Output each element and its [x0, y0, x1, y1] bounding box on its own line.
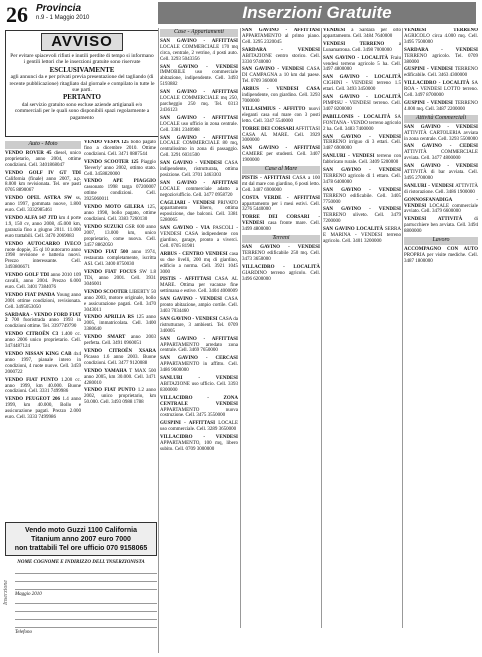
ad-text: T MAX 500 anno 2005, km 30.000. Cell. 3471 4280010: [84, 368, 156, 386]
ad-lead: SAN GAVINO - VENDESI: [242, 67, 304, 73]
ad-text: 1.400 cc. anno 2006 unico proprietario. Cell. 3474487124: [5, 332, 81, 350]
ad-lead: VENDO FIAT PUNTO: [84, 388, 136, 394]
classified-ad: [242, 127, 320, 145]
ad-lead: SAN GAVINO - LOCALITÀ: [323, 95, 401, 101]
classified-ad: [160, 201, 238, 225]
ad-text: terreno con fabbricato rurale. Cell. 3409 5200000: [323, 154, 401, 166]
classified-ad: [323, 28, 401, 40]
ads-column-6: [404, 28, 478, 628]
ad-lead: SAN GAVINO - LOCALITÀ: [323, 75, 401, 81]
classified-ad: [323, 42, 401, 54]
ad-lead: SAN GAVINO - VENDESI: [160, 297, 222, 303]
ad-lead: VENDESI TERRENO: [404, 28, 478, 33]
ad-lead: VENDESI TERRENO: [323, 41, 385, 47]
ad-text: ABITAZIONE uso ufficio. Cell. 3393 8300000: [160, 381, 238, 393]
issue-info: n.9 - 1 Maggio 2010: [36, 15, 90, 21]
category-heading: Case al Mare: [242, 166, 320, 174]
ad-text: LOCALE uso commerciale. Cell. 3289 3650000: [160, 421, 238, 433]
classified-ad: [160, 356, 238, 374]
classified-ad: [160, 65, 238, 89]
classified-ad: [5, 151, 81, 169]
coupon-title: NOME COGNOME E INDIRIZZO DELL'INSERZIONISTA: [17, 560, 145, 565]
ad-text: 125 anno 2005, immatricolata. Cell. 3400 3380640: [84, 315, 156, 333]
classified-ad: [84, 160, 156, 178]
classified-ad: [5, 293, 81, 311]
classified-ad: [160, 277, 238, 295]
ad-lead: SAN GAVINO - AFFITTASI: [242, 146, 320, 152]
ad-lead: COSTA VERDE - AFFITTASI: [242, 195, 320, 201]
ad-lead: ACCOMPAGNO CON AUTO: [404, 247, 478, 252]
classified-ad: [323, 227, 401, 245]
ad-lead: VENDO APRILIA RS: [84, 315, 134, 321]
ad-text: LIBERTY 50 anno 2003, motore originale, bollo e assicurazione pagati. Cell. 3470 3043011: [84, 289, 156, 313]
promo-line-3: non trattabili Tel ore ufficio 070 9158065: [14, 545, 148, 552]
classified-ad: [5, 378, 81, 396]
ad-text: GIARDINO terreno agricolo. Cell. 3496 6200000: [242, 270, 320, 282]
ad-text: CASA pronto abitazione, ampio cortile. Cell. 3403 7034460: [160, 297, 238, 314]
ad-text: AFFITTASI CASA AL MARE. Cell. 3929 3000000: [242, 126, 320, 144]
ad-lead: VILLACIDRO - LOCALITÀ: [404, 81, 470, 87]
ad-text: TERRENO agricolo di 1 ettaro. Cell. 3478 6400000: [323, 173, 401, 185]
column-divider: [321, 28, 322, 628]
coupon-side-label: Inserzione: [3, 580, 9, 605]
ad-text: anno 2003 perfetta. Cell. 3491 0960051: [84, 335, 156, 347]
ads-column-1: [5, 140, 81, 520]
ad-text: SA ROA - VENDESI LOTTO terreno. Cell. 3497 8700000: [404, 81, 478, 99]
ad-lead: SAN GAVINO - CEDESI: [404, 144, 478, 150]
ad-lead: SAN GAVINO - VENDESI: [323, 134, 401, 140]
ad-text: a Lunamatrona. Cell. 3498 7000000: [323, 41, 401, 53]
ad-lead: VENDO FIAT 500: [84, 250, 129, 256]
ads-list: [242, 28, 320, 164]
ad-lead: VENDO SCOOTER: [84, 289, 128, 295]
ad-lead: SANLURI - VENDESI: [323, 154, 375, 160]
ad-text: 1.4 anno 1999, km 40.000, Bollo e assicurazione pagati. Prezzo 2.000 euro. Cell. 3333 7499986: [5, 397, 81, 421]
ad-text: 1.200 cc. anno 1999, km 40.000. Buone condizioni. Cell. 3331 7499986: [5, 377, 81, 395]
ad-lead: PISTIS - AFFITTASI: [242, 175, 291, 181]
coupon-form: [5, 560, 157, 653]
ads-list: [404, 125, 478, 235]
classified-ad: [84, 290, 156, 314]
classified-ad: [84, 250, 156, 268]
classified-ad: [242, 48, 320, 66]
ad-text: Piaggio 'Beverly' anno 2002, ottimo stato. Cell. 3458820000: [84, 159, 156, 177]
category-heading: Auto - Moto: [5, 141, 81, 149]
classified-ad: [84, 205, 156, 223]
classified-ad: [323, 75, 401, 93]
ads-column-2: [84, 140, 156, 520]
ad-lead: VENDESI ATTIVITÀ: [404, 217, 463, 223]
promo-line-2: Titanium anno 2007 euro 7000: [31, 536, 131, 543]
ad-lead: ARBUS - CENTRO VENDESI: [160, 251, 228, 257]
classified-ad: [160, 90, 238, 114]
classified-ad: [404, 125, 478, 143]
ad-text: di parrucchiere ben avviata. Cell. 3494 8800000: [404, 217, 478, 235]
ad-text: CASA da ristrutturare, 3 ambienti. Tel. 0709 340005: [160, 316, 238, 334]
classified-ad: [84, 369, 156, 387]
ad-lead: VENDO GOLF TDI: [5, 273, 50, 279]
ad-lead: VENDO SMART: [84, 335, 126, 341]
ad-text: LOCALE uso ufficio in zona centrale. Cell. 3381 2340988: [160, 121, 238, 133]
ad-lead: GUSPINI - VENDESI: [404, 67, 453, 73]
ad-lead: SAN GAVINO - VENDESI: [242, 245, 320, 250]
ad-lead: VENDO MOTO GILERA: [84, 205, 145, 211]
ad-text: TERRENO agricolo. Tel. 0709 380000: [404, 53, 478, 65]
ad-text: CASA a 100 mt dal mare con giardino, 6 posti letto. Cell. 3487 6900000: [242, 175, 320, 193]
classified-ad: [242, 215, 320, 233]
column-divider: [158, 28, 159, 653]
ad-lead: VENDO FIAT PANDA: [5, 292, 55, 298]
ad-text: TERRENO 4.000 mq. Cell. 3487 2200000: [404, 100, 478, 112]
classified-ad: [404, 81, 478, 99]
classified-ad: [5, 313, 81, 331]
classified-ad: [5, 352, 81, 376]
page-header: [0, 0, 482, 28]
classified-ad: [160, 421, 238, 433]
classified-ad: [160, 337, 238, 355]
ad-lead: SAN GAVINO - CERCASI: [160, 356, 238, 362]
ad-lead: SAN GAVINO - AFFITTASI: [160, 135, 238, 141]
ad-lead: VENDO CITROËN XSARA: [84, 349, 156, 354]
column-divider: [240, 28, 241, 628]
classified-ad: [160, 376, 238, 394]
classified-ad: [404, 144, 478, 162]
ad-text: TERRENO edificabile 250 mq. Cell. 3473 3650000: [242, 250, 320, 262]
ad-lead: VILLACIDRO - LOCALITÀ: [242, 264, 320, 270]
ads-list: [242, 176, 320, 233]
classified-ad: [160, 161, 238, 179]
classified-ad: [242, 265, 320, 283]
ad-text: appartamento per i mesi estivi. Cell. 3276 5440000: [242, 201, 320, 213]
ad-lead: SAN GAVINO - VENDESI: [323, 207, 401, 213]
ad-text: LOCALE commerciale avviato. Cell. 3479 6600000: [404, 203, 478, 215]
ad-text: PRIVATO appartamento libero, ottima esposizione, due balconi. Cell. 3381 5280065: [160, 200, 238, 224]
classified-ad: [5, 397, 81, 421]
classified-ad: [84, 225, 156, 249]
classified-ad: [5, 242, 81, 272]
classified-ad: [242, 176, 320, 194]
classified-ad: [160, 435, 238, 453]
classified-ad: [404, 67, 478, 79]
category-heading: Lavoro: [404, 237, 478, 245]
classified-ad: [160, 252, 238, 276]
coupon-line[interactable]: [15, 613, 157, 620]
ad-text: LOCALE COMMERCIALE 80 mq, centralissimo in zona di passaggio. Cell. 3291 6031500: [160, 141, 238, 159]
classified-ad: [323, 95, 401, 113]
notice-text-5: dal servizio gratuito sono escluse aziende artigianali e/o commerciali per le quali sono disponibili spazi regolarmente a pagamento: [14, 101, 150, 121]
ad-text: CIGHINI - VENDESI terreno 1.5 ettari. Cell. 3493 3450000: [323, 81, 401, 93]
ad-lead: SAN GAVINO - AFFITTASI: [242, 28, 320, 33]
ad-lead: VENDO OPEL ASTRA SW: [5, 196, 73, 202]
classified-ad: [84, 335, 156, 347]
ad-text: cassonato 1998 targa 07200007 ottime condizioni. Cell. 3925060011: [84, 185, 156, 203]
ads-list: [84, 140, 156, 406]
ad-text: casa fronte mare. Cell. 3499 4800000: [242, 221, 320, 233]
ad-text: CASA AL MARE. Ottima per vacanze fine settimana e estive. Cell. 3404 4000009: [160, 277, 238, 295]
ad-text: Picasso 1.6 anno 2003. Buone condizioni. Cell. 3477 9120088: [84, 354, 156, 366]
ad-text: anno 1974, restaurata completamente, iscritta ASI. Cell. 3400 8750030: [84, 250, 156, 268]
classified-ad: [160, 226, 238, 250]
ad-text: SA FONTANA - VENDO terreno agricolo 2 ha. Cell. 3483 7400000: [323, 114, 401, 132]
ad-text: IMMOBILE uso commerciale abitazione, indipendente. Cell. 3493 5193882: [160, 70, 238, 88]
ad-text: GSR 600 anno 2007, 13.000 km, unico proprietario, come nuova. Cell. 3457 8862050: [84, 224, 156, 248]
classified-ad: [323, 135, 401, 153]
ad-lead: VILLASIMIUS - AFFITTO: [242, 106, 306, 112]
coupon-line[interactable]: [15, 583, 157, 590]
classified-ad: [242, 146, 320, 164]
ad-text: TERRENO edificabile. Cell. 3405 7750000: [323, 193, 401, 205]
classified-ad: [404, 48, 478, 66]
ad-lead: SAN GAVINO - AFFITTASI: [160, 38, 238, 44]
ad-text: casa su due livelli, 200 mq di giardino, edificio a norma. Cell. 3921 1045 3000: [160, 251, 238, 275]
ad-text: anno 2010 109 cavalli, anno 2004. Prezzo 6.000 euro. Cell. 3401 7384076: [5, 273, 81, 290]
classified-ad: [404, 217, 478, 235]
ad-lead: VENDO ROVER 45: [5, 150, 52, 156]
ad-lead: VENDO APE PIAGGIO: [84, 179, 156, 185]
classified-ad: [160, 116, 238, 134]
ad-text: 1.2 anno 2002, unico proprietario, km 50.000. Cell. 3493 0988 1788: [84, 388, 156, 406]
promo-line-1: Vendo moto Guzzi 1100 California: [24, 527, 138, 534]
ad-lead: VENDO PEUGEOT 206: [5, 397, 60, 403]
category-heading: Attività Commerciali: [404, 115, 478, 123]
classified-ad: [323, 188, 401, 206]
ad-text: LOCALE COMMERCIALE 170 mq circa, centrale, 2 vetrine, 4 posti auto. Cell. 3293 5043356: [160, 44, 238, 62]
classified-ad: [84, 140, 156, 158]
classified-ad: [242, 67, 320, 85]
ads-list: [323, 28, 401, 245]
ad-text: CASA indipendente, ristrutturata, ottima posizione. Cell. 3701 3463303: [160, 161, 238, 178]
classified-ad: [404, 184, 478, 196]
classified-ad: [160, 317, 238, 335]
classified-ad: [404, 198, 478, 216]
ad-lead: CAGLIARI - VENDESI: [160, 200, 215, 206]
ads-column-5: [323, 28, 401, 628]
ad-lead: SANLURI - VENDESI: [404, 183, 454, 189]
ad-text: AGRICOLO circa 4.000 mq. Cell. 3495 7500000: [404, 33, 478, 45]
page-number: 26: [6, 2, 28, 27]
ad-lead: VENDO FIAT PUNTO: [5, 377, 58, 383]
ad-lead: SARDARA - VENDO FORD FIAT 2: [5, 312, 81, 324]
coupon-line[interactable]: [15, 621, 157, 628]
ad-text: ss, anno 1997, gommata nuove, 1.800 euro. Cell. 3332985461: [5, 196, 81, 214]
ad-text: 700 fuoristrada anno 1993 in condizioni ottime. Tel. 3397749790: [5, 318, 81, 330]
ad-text: km 4 porte 1.9, 150 cv, anno 2008, 45.000 km, garanzia fino a giugno 2011. 11.000 euro trattabili. Cell. 3470 2069083: [5, 215, 81, 239]
ad-lead: VENDO AUTOCARRO IVECO: [5, 241, 81, 247]
ad-lead: VENDO FIAT FOCUS: [84, 270, 137, 276]
ads-list: [404, 28, 478, 113]
ad-lead: SAN GAVINO - AFFITTASI: [160, 90, 238, 96]
ad-text: Fraiu vendesi terreno agricolo 5 ha. Cell. 3497 4800000: [323, 55, 401, 73]
ad-lead: SAN GAVINO - VIA: [160, 226, 210, 232]
ad-lead: PABILLONIS - LOCALITÀ: [323, 114, 391, 120]
notice-text-3: agli annunci da e per privati previa presentazione del tagliando (di recente pubblicazione) ritagliato dal giornale e compilato in tutte le sue parti.: [9, 74, 155, 94]
ad-text: ABITAZIONE centro storico. Cell. 3330 9740000: [242, 53, 320, 65]
ad-text: SW 1.8 TDi, anno 2001. Cell. 3931 3046001: [84, 270, 156, 287]
ad-text: APPARTAMENTO al primo piano. Cell. 3295 2320045: [242, 33, 320, 45]
category-heading: Terreni: [242, 235, 320, 243]
classified-ad: [160, 181, 238, 199]
coupon-line[interactable]: [15, 567, 157, 574]
ad-lead: ARBUS - VENDESI CASA: [242, 87, 320, 93]
ad-text: indipendente, con giardino. Cell. 3293 7000000: [242, 93, 320, 104]
classified-ad: [84, 270, 156, 288]
ads-list: [5, 151, 81, 421]
classified-ad: [242, 28, 320, 46]
classified-ad: [242, 87, 320, 105]
ad-text: 4x4 anno 1997, pianale intero in condizioni, 4 ruote nuove. Cell. 3459 2000722: [5, 352, 81, 375]
ad-text: ATTIVITÀ di bar avviata. Cell. 3495 2700000: [404, 170, 478, 181]
ad-text: LOCALE commerciale adatto a negozio/ufficio. Cell. 3477 0958720: [160, 186, 238, 198]
notice-box: [5, 30, 159, 137]
ads-column-4: [242, 28, 320, 628]
ad-lead: GUSPINI - AFFITTASI: [160, 421, 216, 427]
ad-lead: VENDO GOLF IV GT TDI: [5, 170, 81, 176]
ad-text: TERRENO uliveto. Cell. 3479 7200000: [323, 213, 401, 225]
ad-lead: SAN GAVINO - VENDESI: [404, 164, 478, 170]
ad-lead: TORRE DEI CORSARI: [242, 126, 295, 132]
ad-text: TERRENO irriguo di 3 ettari. Cell. 3487 6900000: [323, 140, 401, 152]
classified-ad: [5, 196, 81, 214]
ad-lead: VILLACIDRO - VENDESI: [160, 435, 238, 441]
notice-title: AVVISO: [41, 33, 123, 51]
classified-ad: [5, 216, 81, 240]
classified-ad: [84, 315, 156, 333]
ad-lead: VENDO SCOOTER 125: [84, 159, 139, 165]
ad-text: PROPRIA per visite mediche. Cell. 3487 1800000: [404, 252, 478, 264]
classified-ad: [323, 115, 401, 133]
ad-lead: SAN GAVINO - AFFITTASI: [160, 336, 238, 342]
classified-ad: [404, 28, 478, 46]
classified-ad: [5, 171, 81, 195]
ad-text: a Sardara per orto appartamento. Cell. 3484 7640000: [323, 28, 401, 39]
newspaper-logo: Provincia: [36, 3, 82, 14]
coupon-phone-label: Telefono: [15, 630, 33, 635]
ad-text: APPARTAMENTO nuova costruzione. Cell. 3475 3550000: [160, 407, 238, 419]
classified-ad: [84, 388, 156, 406]
category-heading: Case - Appartamenti: [160, 29, 238, 37]
ad-text: APPARTAMENTO arredato zona centrale. Cell. 3469 7650000: [160, 342, 238, 354]
ad-lead: VILLACIDRO - ZONA CENTRALE VENDESI: [160, 395, 238, 407]
coupon-line[interactable]: [15, 605, 157, 612]
classified-ad: [242, 245, 320, 263]
ad-text: ruote doppie, 35 ql 10 autocarro anno 1998 revisione e batteria nuovi. Prezzo interessante. Cell. 3493806671: [5, 247, 81, 271]
classified-ad: [160, 136, 238, 160]
ads-list: [160, 39, 238, 453]
classified-ad: [242, 107, 320, 125]
coupon-line[interactable]: [15, 597, 157, 604]
ad-text: ATTIVITÀ COMMERCIALE avviata. Cell. 3477 4800000: [404, 150, 478, 162]
classified-ad: [160, 396, 238, 420]
ad-text: 125, anno 1998, bollo pagato, ottime condizioni. Cell. 3383 7260130: [84, 205, 156, 222]
ad-lead: SANLURI - VENDESI: [160, 376, 238, 382]
ad-lead: SARDARA - VENDESI: [242, 47, 320, 53]
ad-lead: VENDO CITROËN C3: [5, 332, 59, 338]
ad-lead: VENDO SUZUKI: [84, 224, 124, 230]
ad-text: California (finale) anno 2007, a.p. 8.000 km revisionata. Tel. ore pasti 0705 8890067: [5, 176, 81, 194]
promo-ad-box: [5, 522, 157, 556]
ad-lead: SARDARA - VENDESI: [404, 47, 478, 53]
classified-ad: [323, 207, 401, 225]
ad-lead: SAN GAVINO LOCALITÀ: [323, 227, 384, 233]
classified-ad: [5, 273, 81, 291]
coupon-line[interactable]: [15, 575, 157, 582]
classified-ad: [5, 332, 81, 350]
classified-ad: [84, 179, 156, 203]
section-title: Inserzioni Gratuite: [158, 2, 476, 24]
classified-ad: [323, 56, 401, 74]
ad-lead: TORRE DEI CORSARI - VENDESI: [242, 215, 320, 227]
ad-text: diesel, unico proprietario, anno 2004, ottime condizioni. Cell. 3401868047: [5, 150, 81, 168]
coupon-date: Maggio 2010: [15, 592, 42, 597]
ad-lead: SAN GAVINO - VENDESI: [404, 124, 478, 130]
ad-text: APPARTAMENTO, 100 mq, libero subito. Cell. 0709 3000000: [160, 441, 238, 452]
ad-lead: SAN GAVINO - VENDESI: [160, 316, 218, 322]
ad-lead: SAN GAVINO - VENDESI: [160, 64, 238, 70]
ad-text: TERRENO edificabile. Cell. 3463 4300000: [404, 67, 478, 79]
ad-lead: VENDESI: [323, 28, 346, 33]
ad-lead: PISTIS - AFFITTASI: [160, 277, 212, 283]
ad-lead: VENDO NISSAN KING CAB: [5, 352, 72, 357]
ad-lead: SAN GAVINO - VENDESI: [160, 161, 222, 167]
ad-lead: SAN GAVINO - AFFITTASI: [160, 115, 238, 121]
ad-lead: SAN GAVINO - VENDESI: [323, 187, 401, 193]
classified-ad: [404, 164, 478, 182]
classified-ad: [242, 196, 320, 214]
ad-text: Young anno 2001 ottime condizioni, revisionata. Cell. 3495053050: [5, 292, 81, 310]
ad-text: LOCALE COMMERCIALE mq 250, parcheggio 250 mq. Tel. 0313 2436123: [160, 96, 238, 113]
ad-text: SERRA E MARINA - VENDESI terreno agricolo. Cell. 3401 3200000: [323, 227, 401, 244]
notice-text-1: Per evitare spiacevoli rifiuti e inutili perdite di tempo si informano i gentili lettori che le inserzioni gratuite sono riservate: [10, 53, 154, 66]
ad-lead: VENDO YAMAHA: [84, 368, 127, 374]
classified-ad: [323, 168, 401, 186]
ad-text: ATTIVITÀ CARTOLERIA avviata in zona centrale. Cell. 3293 5500000: [404, 130, 478, 142]
classified-ad: [160, 39, 238, 63]
ad-lead: SAN GAVINO - LOCALITÀ: [323, 55, 389, 61]
ad-lead: VENDO VESPA 125: [84, 140, 129, 145]
ad-text: bollo pagato fino a dicembre 2010. Ottime condizioni. Cell. 3471 0887544: [84, 140, 156, 157]
ad-lead: GONNOSFANADIGA - VENDESI: [404, 197, 478, 209]
notice-text-2: ESCLUSIVAMENTE: [49, 65, 115, 74]
ad-lead: GUSPINI - VENDESI: [404, 100, 453, 106]
classified-ad: [84, 349, 156, 367]
column-divider: [402, 28, 403, 628]
ad-lead: SAN GAVINO - AFFITTASI: [160, 180, 238, 186]
ad-text: ATTIVITÀ di ristorazione. Cell. 3486 1900000: [404, 183, 478, 195]
classified-ad: [404, 247, 478, 265]
ads-list: [242, 245, 320, 282]
classified-ad: [404, 101, 478, 113]
classified-ad: [323, 154, 401, 166]
ad-text: PIMPISU - VENDESI terreno. Cell. 3407 8200000: [323, 100, 401, 112]
ad-lead: SAN GAVINO - VENDESI: [323, 168, 401, 174]
ad-lead: VENDO ALFA 147 JTD: [5, 215, 58, 221]
ads-column-3: [160, 28, 238, 628]
ads-list: [404, 247, 478, 265]
ad-text: PASCOLI - VENDESI CASA indipendente con giardino, garage, pronto a viverci. Cell. 0705 81981: [160, 226, 238, 249]
ad-text: CASA DI CAMPAGNA a 10 km dal paese. Tel. 0709 360000: [242, 67, 320, 85]
notice-text-4: PERTANTO: [62, 93, 101, 102]
ad-text: nuovi eleganti casa sul mare con 3 posti letto. Cell. 3347 5540000: [242, 106, 320, 124]
ad-text: CAMERE per studenti. Cell. 3407 1900000: [242, 152, 320, 164]
classified-ad: [160, 297, 238, 315]
ad-text: APPARTAMENTO in affitto. Cell. 3486 9600000: [160, 362, 238, 374]
